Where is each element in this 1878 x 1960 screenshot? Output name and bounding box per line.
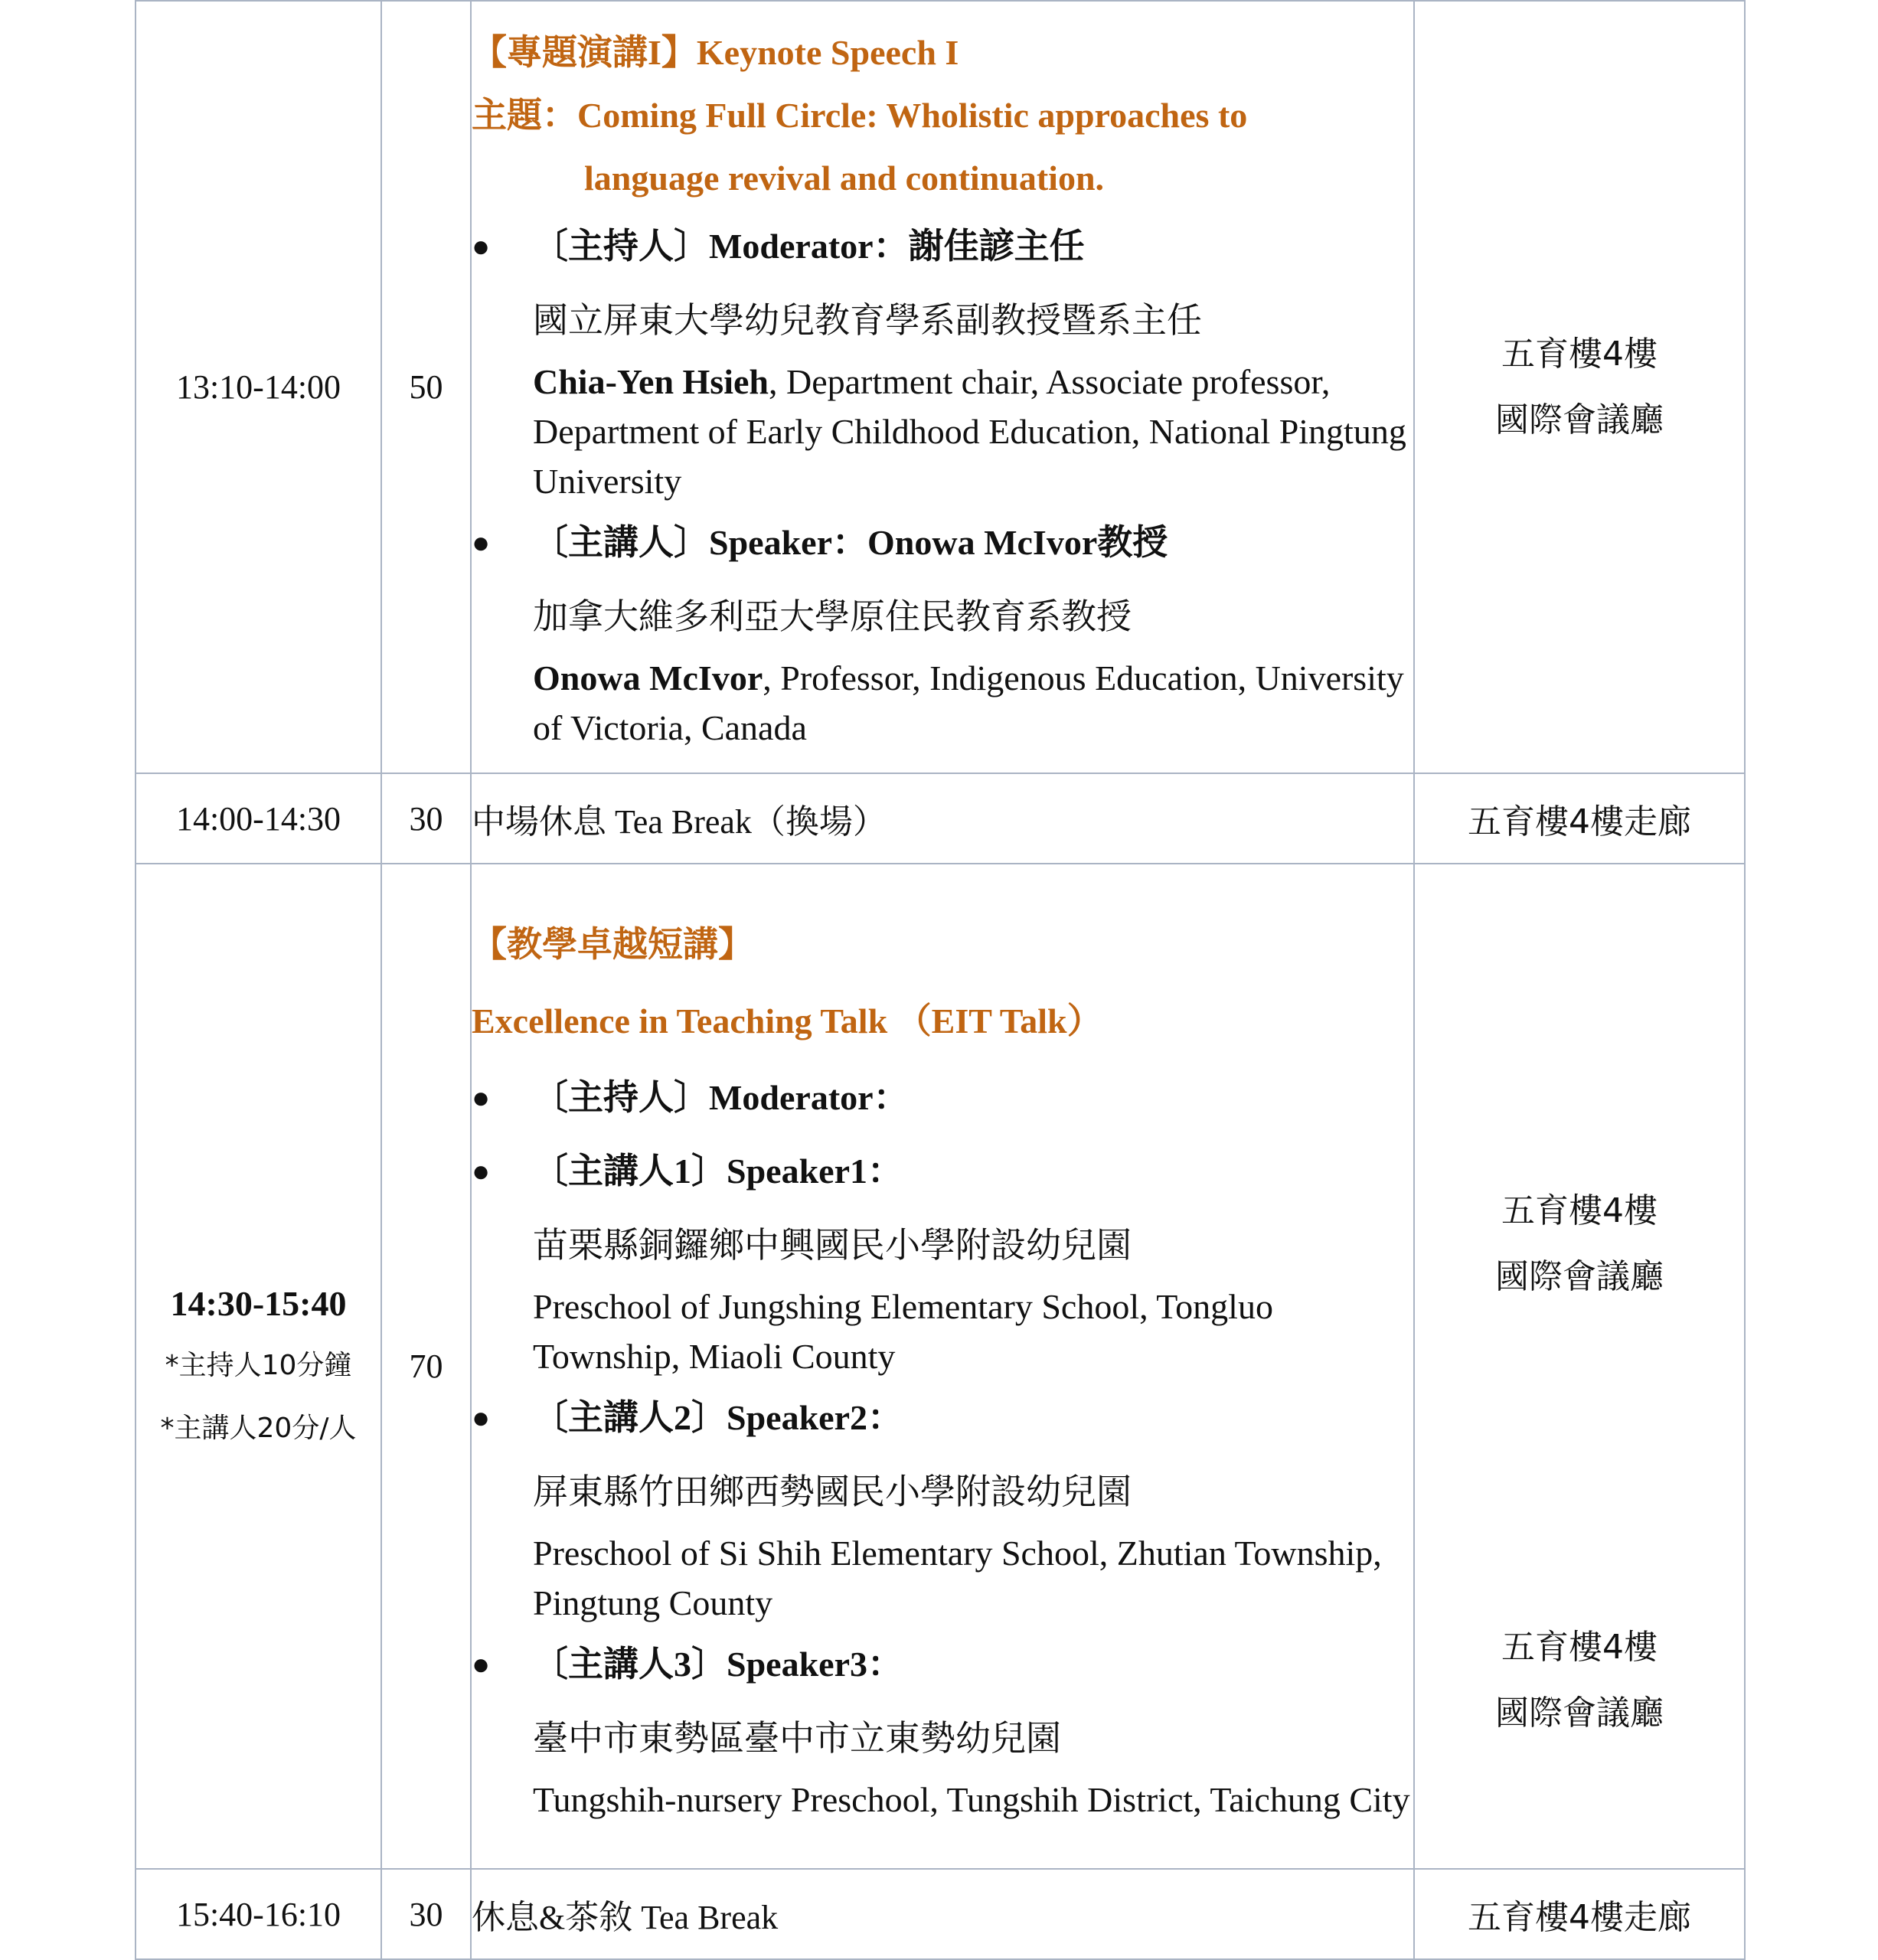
minutes-cell: 70 xyxy=(381,864,471,1869)
speaker-affiliation-cn: 加拿大維多利亞大學原住民教育系教授 xyxy=(533,596,1132,637)
time-cell: 15:40-16:10 xyxy=(136,1869,381,1959)
bullet-icon: ● xyxy=(472,1400,491,1435)
venue-group-b xyxy=(1415,1615,1744,1746)
venue-cell xyxy=(1414,1,1745,773)
speaker3-affiliation-en: Tungshih-nursery Preschool, Tungshih District, Taichung City xyxy=(533,1780,1410,1819)
moderator-heading xyxy=(472,210,1413,283)
speaker2-heading-text: 〔主講人2〕Speaker2： xyxy=(533,1398,903,1437)
venue-line-1: 五育樓4樓 xyxy=(1501,1628,1658,1667)
agenda-row-break-2 xyxy=(136,1869,1745,1959)
venue-cell xyxy=(1414,864,1745,1869)
minutes-cell: 50 xyxy=(381,1,471,773)
speaker-heading-text: 〔主講人〕Speaker：Onowa McIvor教授 xyxy=(533,523,1168,562)
agenda-row-eit-talk xyxy=(136,864,1745,1869)
bullet-icon: ● xyxy=(472,1080,491,1115)
speaker2-affiliation-en: Preschool of Si Shih Elementary School, Zhutian Township, Pingtung County xyxy=(533,1534,1382,1622)
speaker3-heading xyxy=(472,1628,1413,1701)
speaker3-heading-text: 〔主講人3〕Speaker3： xyxy=(533,1645,903,1684)
speaker3-affiliation-cn: 臺中市東勢區臺中市立東勢幼兒園 xyxy=(533,1717,1061,1759)
venue-line-2: 國際會議廳 xyxy=(1495,1257,1664,1296)
time-note-2: *主講人20分/人 xyxy=(160,1412,357,1444)
agenda-row-keynote xyxy=(136,1,1745,773)
venue-cell: 五育樓4樓走廊 xyxy=(1414,1869,1745,1959)
agenda-row-break-1 xyxy=(136,773,1745,864)
speaker-name: Onowa McIvor xyxy=(533,658,763,697)
venue-line-1: 五育樓4樓 xyxy=(1501,1191,1658,1230)
moderator-heading xyxy=(472,1061,1413,1135)
program-cell xyxy=(471,1,1414,773)
session-title-en: Excellence in Teaching Talk （EIT Talk） xyxy=(472,1001,1102,1040)
venue-line-1: 五育樓4樓 xyxy=(1501,334,1658,374)
speaker2-heading xyxy=(472,1381,1413,1455)
moderator-affiliation-cn: 國立屏東大學幼兒教育學系副教授暨系主任 xyxy=(533,299,1202,341)
session-title: 【專題演講I】Keynote Speech I xyxy=(472,33,959,72)
venue-cell: 五育樓4樓走廊 xyxy=(1414,773,1745,864)
time-cell: 13:10-14:00 xyxy=(136,1,381,773)
venue-group-a xyxy=(1415,1178,1744,1310)
program-cell: 中場休息 Tea Break（換場） xyxy=(471,773,1414,864)
program-cell xyxy=(471,864,1414,1869)
theme-line-1: 主題：Coming Full Circle: Wholistic approaches to xyxy=(472,96,1248,135)
venue-line-2: 國際會議廳 xyxy=(1495,400,1664,439)
bullet-icon: ● xyxy=(472,525,491,560)
speaker1-affiliation-cn: 苗栗縣銅鑼鄉中興國民小學附設幼兒園 xyxy=(533,1224,1132,1266)
speaker-heading xyxy=(472,506,1413,580)
speaker1-heading-text: 〔主講人1〕Speaker1： xyxy=(533,1152,903,1191)
minutes-cell: 30 xyxy=(381,1869,471,1959)
time-cell: 14:00-14:30 xyxy=(136,773,381,864)
bullet-icon: ● xyxy=(472,1647,491,1681)
venue-line-2: 國際會議廳 xyxy=(1495,1694,1664,1733)
moderator-affiliation-en xyxy=(472,357,1413,506)
speaker1-affiliation-en: Preschool of Jungshing Elementary School, Tongluo Township, Miaoli County xyxy=(533,1287,1273,1376)
bullet-icon: ● xyxy=(472,229,491,263)
program-cell: 休息&茶敘 Tea Break xyxy=(471,1869,1414,1959)
moderator-heading-text: 〔主持人〕Moderator： xyxy=(533,1078,909,1117)
time-range: 14:30-15:40 xyxy=(170,1283,347,1323)
speaker1-heading xyxy=(472,1135,1413,1208)
time-cell xyxy=(136,864,381,1869)
minutes-cell: 30 xyxy=(381,773,471,864)
time-note-1: *主持人10分鐘 xyxy=(165,1349,352,1381)
session-title-cn: 【教學卓越短講】 xyxy=(472,925,753,964)
speaker2-affiliation-cn: 屏東縣竹田鄉西勢國民小學附設幼兒園 xyxy=(533,1471,1132,1512)
speaker-affiliation-text: , Professor, Indigenous Education, University of Victoria, Canada xyxy=(533,658,1404,747)
moderator-name: Chia-Yen Hsieh xyxy=(533,362,769,401)
moderator-affiliation-text: , Department chair, Associate professor, Department of Early Childhood Education, National Pingtung University xyxy=(533,362,1406,501)
theme-line-2: language revival and continuation. xyxy=(584,158,1105,198)
moderator-heading-text: 〔主持人〕Moderator：謝佳諺主任 xyxy=(533,227,1085,266)
speaker-affiliation-en xyxy=(472,653,1413,753)
agenda-table xyxy=(135,0,1746,1960)
bullet-icon: ● xyxy=(472,1154,491,1188)
